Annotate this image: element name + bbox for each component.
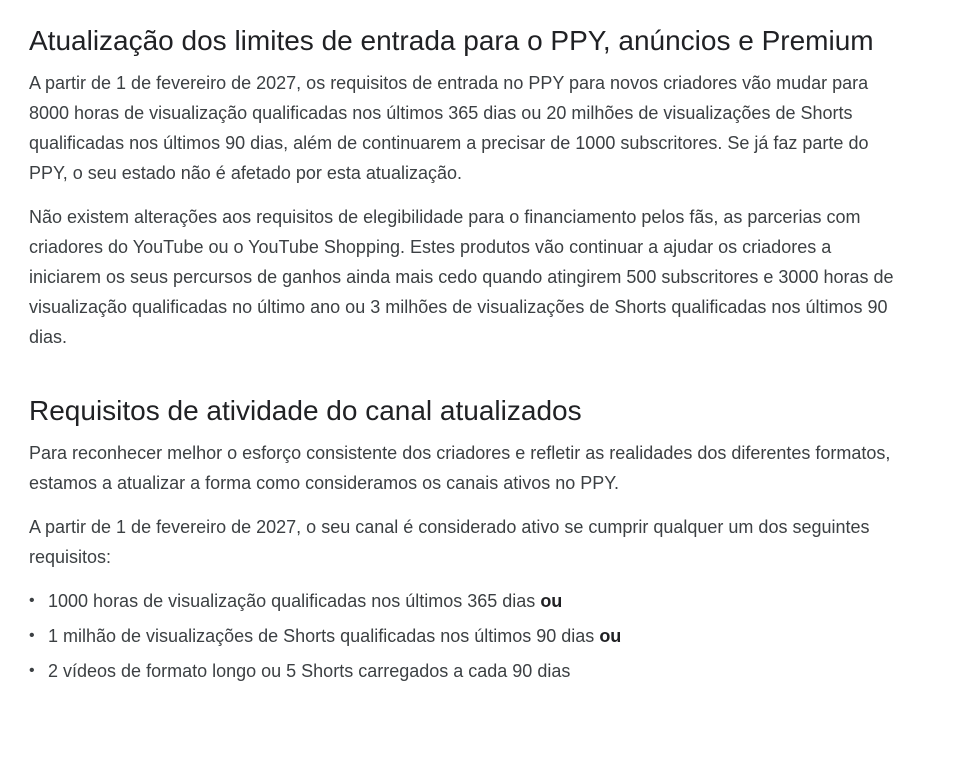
bullet-icon: • [29,627,35,644]
bullet-icon: • [29,662,35,679]
section-heading-activity-requirements: Requisitos de atividade do canal atualizados [29,395,582,426]
section-heading-entry-thresholds: Atualização dos limites de entrada para o PPY, anúncios e Premium [29,25,874,56]
list-item-text: 1 milhão de visualizações de Shorts qualificadas nos últimos 90 dias [48,626,600,646]
paragraph-eligibility-unchanged: Não existem alterações aos requisitos de elegibilidade para o financiamento pelos fãs, as parcerias com criadores do YouTube ou o YouTube Shopping. Estes produtos vão continuar a ajudar os criadores a iniciarem os seus percursos de ganhos ainda mais cedo quando atingirem 500 subscritores e 3000 horas de visualização qualificadas no último ano ou 3 milhões de visualizações de Shorts qualificadas nos últimos 90 dias. [29,207,894,347]
activity-requirements-list [29,586,908,686]
list-item-text: 2 vídeos de formato longo ou 5 Shorts carregados a cada 90 dias [48,661,571,681]
bullet-icon: • [29,592,35,609]
list-item [29,656,908,686]
list-item [29,621,908,651]
list-item-connector: ou [599,626,622,646]
list-item-text: 1000 horas de visualização qualificadas nos últimos 365 dias [48,591,541,611]
list-item-connector: ou [540,591,563,611]
paragraph-activity-criteria-intro: A partir de 1 de fevereiro de 2027, o seu canal é considerado ativo se cumprir qualquer um dos seguintes requisitos: [29,517,870,567]
paragraph-entry-requirements: A partir de 1 de fevereiro de 2027, os requisitos de entrada no PPY para novos criadores vão mudar para 8000 horas de visualização qualificadas nos últimos 365 dias ou 20 milhões de visualizações de Shorts qualificadas nos últimos 90 dias, além de continuarem a precisar de 1000 subscritores. Se já faz parte do PPY, o seu estado não é afetado por esta atualização. [29,73,869,183]
paragraph-activity-intro: Para reconhecer melhor o esforço consistente dos criadores e refletir as realidades dos diferentes formatos, estamos a atualizar a forma como consideramos os canais ativos no PPY. [29,443,891,493]
list-item [29,586,908,616]
